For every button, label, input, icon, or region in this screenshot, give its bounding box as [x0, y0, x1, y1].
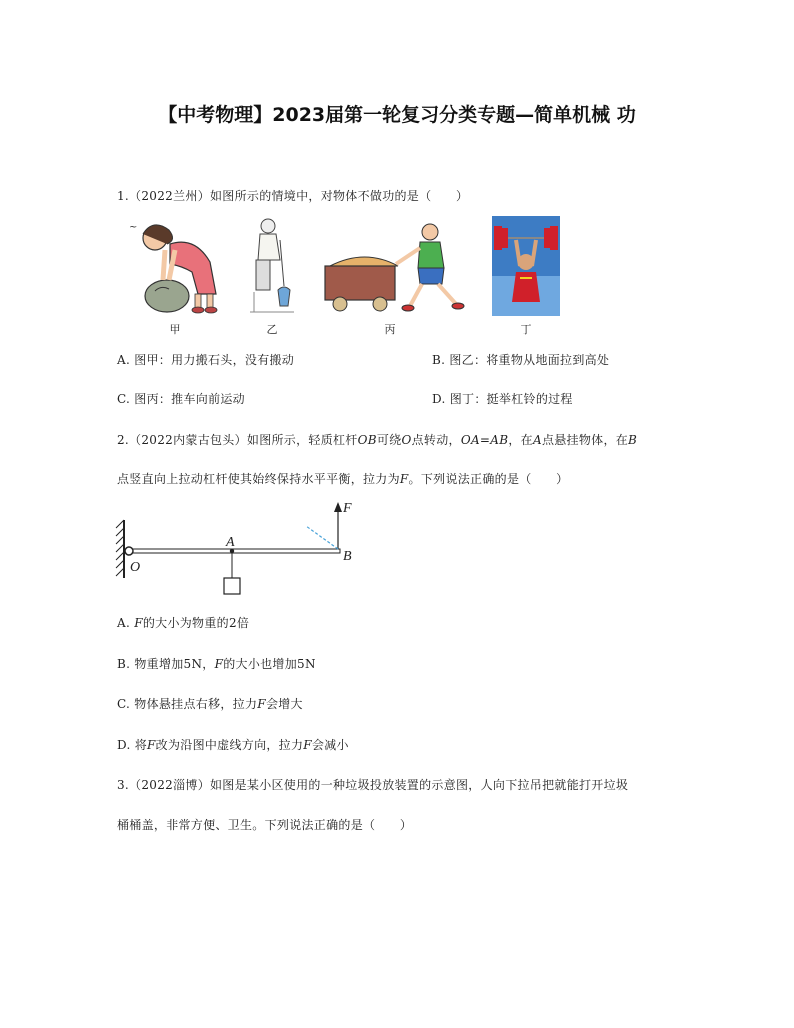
q1-stem: 1.（2022兰州）如图所示的情境中，对物体不做功的是（ ） — [117, 189, 469, 203]
label-o: O — [130, 560, 141, 575]
q1-option-d: D. 图丁：挺举杠铃的过程 — [432, 392, 573, 406]
label-b: B — [343, 549, 352, 564]
q2-option-c: C. 物体悬挂点右移，拉力F会增大 — [117, 697, 303, 711]
q2-stem-line1: 2.（2022内蒙古包头）如图所示，轻质杠杆OB可绕O点转动，OA=AB，在A点悬挂物体，在B — [117, 433, 638, 447]
q2-option-d: D. 将F改为沿图中虚线方向，拉力F会减小 — [117, 738, 349, 752]
force-arrow-head — [334, 502, 342, 512]
q1-option-a: A. 图甲：用力搬石头，没有搬动 — [117, 353, 295, 367]
q2-option-a: A. F的大小为物重的2倍 — [117, 616, 250, 630]
dashed-direction — [306, 526, 338, 549]
page-title: 【中考物理】2023届第一轮复习分类专题—简单机械 功 — [158, 104, 636, 126]
caption-yi: 乙 — [266, 323, 278, 336]
q1-option-b: B. 图乙：将重物从地面拉到高处 — [432, 353, 610, 367]
q3-stem-line2: 桶桶盖，非常方便、卫生。下列说法正确的是（ ） — [117, 818, 413, 832]
caption-bing: 丙 — [384, 323, 396, 336]
caption-jia: 甲 — [169, 323, 181, 336]
q3-stem-line1: 3.（2022淄博）如图是某小区使用的一种垃圾投放装置的示意图，人向下拉吊把就能打开垃圾 — [117, 778, 629, 792]
hanging-object — [224, 578, 240, 594]
figure-bing — [320, 216, 470, 316]
svg-text:~: ~ — [129, 222, 138, 233]
figure-yi — [250, 216, 294, 316]
pivot-o — [125, 547, 133, 555]
q2-option-b: B. 物重增加5N，F的大小也增加5N — [117, 657, 316, 671]
label-a: A — [226, 535, 235, 550]
figure-ding — [492, 216, 560, 316]
q2-stem-line2: 点竖直向上拉动杠杆使其始终保持水平平衡，拉力为F。下列说法正确的是（ ） — [117, 472, 569, 486]
q1-option-c: C. 图丙：推车向前运动 — [117, 392, 245, 406]
lever-diagram — [112, 498, 362, 600]
wall-hatching — [116, 520, 124, 576]
caption-ding: 丁 — [520, 323, 532, 336]
label-f: F — [343, 501, 352, 516]
figure-jia — [125, 216, 225, 316]
